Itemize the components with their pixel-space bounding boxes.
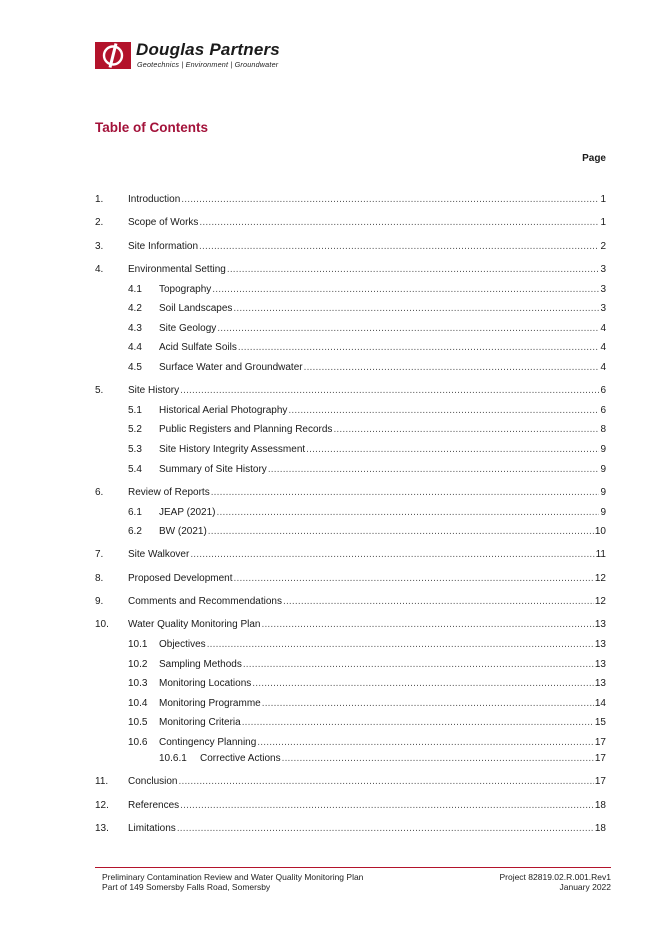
toc-entry-title[interactable]: Historical Aerial Photography xyxy=(159,405,288,416)
toc-entry-title[interactable]: Conclusion xyxy=(128,776,178,787)
toc-entry-page: 18 xyxy=(594,823,606,834)
toc-entry-title[interactable]: Soil Landscapes xyxy=(159,303,233,314)
toc-entry-number: 4.3 xyxy=(128,323,142,334)
toc-dot-leader xyxy=(199,240,599,254)
toc-entry[interactable] xyxy=(0,240,670,254)
toc-entry-number: 7. xyxy=(95,549,104,560)
toc-entry-body xyxy=(159,443,606,457)
toc-entry-page: 4 xyxy=(600,362,606,373)
toc-entry-number: 5.2 xyxy=(128,424,142,435)
toc-entry-number: 10.3 xyxy=(128,678,148,689)
toc-entry[interactable] xyxy=(0,572,670,586)
toc-dot-leader xyxy=(180,799,594,813)
toc-entry-page: 9 xyxy=(600,507,606,518)
toc-entry-page: 3 xyxy=(600,303,606,314)
toc-entry-title[interactable]: Site Geology xyxy=(159,323,217,334)
toc-dot-leader xyxy=(238,341,600,355)
toc-entry-title[interactable]: Topography xyxy=(159,284,212,295)
toc-entry[interactable] xyxy=(0,752,670,766)
toc-entry[interactable] xyxy=(0,525,670,539)
toc-entry-page: 8 xyxy=(600,424,606,435)
toc-entry-title[interactable]: Comments and Recommendations xyxy=(128,596,282,607)
toc-entry[interactable] xyxy=(0,193,670,207)
toc-entry-number: 10.1 xyxy=(128,639,148,650)
toc-dot-leader xyxy=(190,548,594,562)
dp-logo-icon xyxy=(95,42,131,69)
toc-entry-body xyxy=(128,384,606,398)
toc-entry-body xyxy=(159,506,606,520)
toc-entry[interactable] xyxy=(0,384,670,398)
toc-entry-title[interactable]: Limitations xyxy=(128,823,176,834)
toc-entry-title[interactable]: Review of Reports xyxy=(128,487,210,498)
toc-entry-title[interactable]: Proposed Development xyxy=(128,573,233,584)
toc-entry[interactable] xyxy=(0,404,670,418)
toc-entry-number: 10.6.1 xyxy=(159,753,187,764)
toc-entry-page: 1 xyxy=(600,217,606,228)
toc-entry-page: 6 xyxy=(600,385,606,396)
toc-dot-leader xyxy=(234,572,594,586)
toc-entry-page: 9 xyxy=(600,487,606,498)
toc-entry-number: 5. xyxy=(95,385,104,396)
toc-entry-number: 4.4 xyxy=(128,342,142,353)
toc-dot-leader xyxy=(262,697,594,711)
toc-entry-title[interactable]: Environmental Setting xyxy=(128,264,226,275)
toc-dot-leader xyxy=(257,736,594,750)
toc-entry-body xyxy=(159,361,606,375)
toc-entry-body xyxy=(159,283,606,297)
toc-entry-body xyxy=(159,638,606,652)
toc-dot-leader xyxy=(306,443,599,457)
toc-entry-page: 12 xyxy=(594,573,606,584)
toc-entry[interactable] xyxy=(0,595,670,609)
toc-entry-number: 10.6 xyxy=(128,737,148,748)
toc-entry-body xyxy=(159,658,606,672)
toc-entry-number: 8. xyxy=(95,573,104,584)
toc-entry-page: 6 xyxy=(600,405,606,416)
toc-entry[interactable] xyxy=(0,463,670,477)
toc-entry[interactable] xyxy=(0,443,670,457)
company-logo xyxy=(95,42,310,72)
toc-entry-title[interactable]: Sampling Methods xyxy=(159,659,242,670)
toc-entry-page: 17 xyxy=(594,776,606,787)
toc-entry-number: 3. xyxy=(95,241,104,252)
toc-dot-leader xyxy=(217,506,600,520)
toc-dot-leader xyxy=(288,404,599,418)
toc-entry-body xyxy=(159,697,606,711)
toc-entry-title[interactable]: Site Information xyxy=(128,241,199,252)
toc-entry-body xyxy=(128,572,606,586)
toc-entry-body xyxy=(128,193,606,207)
toc-entry-title[interactable]: Objectives xyxy=(159,639,206,650)
page-column-heading: Page xyxy=(582,153,606,164)
toc-entry-body xyxy=(128,595,606,609)
toc-entry-title[interactable]: Site History xyxy=(128,385,180,396)
footer-project-ref: Project 82819.02.R.001.Rev1 xyxy=(499,872,611,882)
toc-dot-leader xyxy=(283,595,594,609)
toc-entry[interactable] xyxy=(0,506,670,520)
toc-entry-number: 2. xyxy=(95,217,104,228)
toc-entry-body xyxy=(128,263,606,277)
toc-entry[interactable] xyxy=(0,216,670,230)
toc-entry-page: 11 xyxy=(595,549,606,560)
toc-entry-number: 12. xyxy=(95,800,109,811)
toc-dot-leader xyxy=(178,775,593,789)
toc-entry-body xyxy=(128,822,606,836)
toc-dot-leader xyxy=(212,283,599,297)
toc-entry-page: 14 xyxy=(594,698,606,709)
toc-entry-body xyxy=(159,736,606,750)
toc-entry-title[interactable]: Contingency Planning xyxy=(159,737,257,748)
toc-entry[interactable] xyxy=(0,716,670,730)
toc-dot-leader xyxy=(233,302,599,316)
toc-entry-page: 9 xyxy=(600,464,606,475)
toc-entry-page: 17 xyxy=(594,737,606,748)
toc-entry-number: 10.2 xyxy=(128,659,148,670)
toc-entry[interactable] xyxy=(0,486,670,500)
toc-entry[interactable] xyxy=(0,736,670,750)
toc-entry-body xyxy=(159,341,606,355)
toc-title: Table of Contents xyxy=(95,120,208,135)
toc-entry-page: 9 xyxy=(600,444,606,455)
toc-entry-body xyxy=(128,216,606,230)
footer-site-address: Part of 149 Somersby Falls Road, Somersby xyxy=(102,882,271,892)
toc-entry-page: 3 xyxy=(600,264,606,275)
footer-divider xyxy=(95,867,611,868)
toc-entry[interactable] xyxy=(0,799,670,813)
toc-entry-title[interactable]: Monitoring Criteria xyxy=(159,717,241,728)
toc-entry-page: 13 xyxy=(594,678,606,689)
toc-entry[interactable] xyxy=(0,263,670,277)
toc-entry-body xyxy=(159,423,606,437)
toc-entry[interactable] xyxy=(0,822,670,836)
toc-dot-leader xyxy=(282,752,594,766)
toc-entry-number: 6. xyxy=(95,487,104,498)
toc-entry-number: 10. xyxy=(95,619,109,630)
toc-dot-leader xyxy=(227,263,600,277)
toc-entry-body xyxy=(159,322,606,336)
toc-entry-body xyxy=(128,799,606,813)
toc-entry-body xyxy=(128,240,606,254)
toc-entry-number: 11. xyxy=(95,776,109,787)
toc-entry-page: 17 xyxy=(594,753,606,764)
toc-entry-page: 15 xyxy=(594,717,606,728)
toc-entry[interactable] xyxy=(0,341,670,355)
toc-entry[interactable] xyxy=(0,677,670,691)
toc-entry[interactable] xyxy=(0,361,670,375)
toc-dot-leader xyxy=(181,193,599,207)
toc-entry-number: 13. xyxy=(95,823,109,834)
toc-entry-title[interactable]: Site History Integrity Assessment xyxy=(159,444,306,455)
toc-entry-number: 4.1 xyxy=(128,284,142,295)
toc-dot-leader xyxy=(211,486,600,500)
toc-entry-number: 5.4 xyxy=(128,464,142,475)
toc-entry[interactable] xyxy=(0,283,670,297)
toc-entry-title[interactable]: Surface Water and Groundwater xyxy=(159,362,303,373)
toc-entry[interactable] xyxy=(0,658,670,672)
toc-entry-page: 3 xyxy=(600,284,606,295)
toc-dot-leader xyxy=(304,361,600,375)
toc-dot-leader xyxy=(268,463,600,477)
toc-dot-leader xyxy=(243,658,594,672)
toc-entry[interactable] xyxy=(0,775,670,789)
toc-entry[interactable] xyxy=(0,697,670,711)
company-name: Douglas Partners xyxy=(136,40,280,59)
toc-entry-body xyxy=(200,752,606,766)
company-tagline: Geotechnics | Environment | Groundwater xyxy=(137,60,279,69)
toc-entry-number: 4.2 xyxy=(128,303,142,314)
toc-entry-page: 13 xyxy=(594,639,606,650)
toc-entry-body xyxy=(159,404,606,418)
toc-entry-body xyxy=(159,463,606,477)
toc-entry-title[interactable]: Summary of Site History xyxy=(159,464,267,475)
toc-entry-title[interactable]: Public Registers and Planning Records xyxy=(159,424,333,435)
toc-entry-number: 10.5 xyxy=(128,717,148,728)
toc-entry-title[interactable]: BW (2021) xyxy=(159,526,207,537)
toc-entry-number: 10.4 xyxy=(128,698,148,709)
toc-entry[interactable] xyxy=(0,618,670,632)
toc-entry-page: 1 xyxy=(600,194,606,205)
toc-entry-title[interactable]: Corrective Actions xyxy=(200,753,281,764)
toc-dot-leader xyxy=(180,384,599,398)
toc-entry-title[interactable]: Acid Sulfate Soils xyxy=(159,342,237,353)
toc-entry-body xyxy=(128,775,606,789)
toc-entry[interactable] xyxy=(0,423,670,437)
footer-report-title: Preliminary Contamination Review and Water Quality Monitoring Plan xyxy=(102,872,364,882)
footer-date: January 2022 xyxy=(559,882,611,892)
toc-dot-leader xyxy=(333,423,599,437)
toc-entry-number: 6.1 xyxy=(128,507,142,518)
toc-entry-page: 2 xyxy=(600,241,606,252)
toc-entry-number: 5.3 xyxy=(128,444,142,455)
toc-entry-body xyxy=(159,677,606,691)
toc-entry-body xyxy=(128,548,606,562)
toc-entry-title[interactable]: Scope of Works xyxy=(128,217,199,228)
toc-entry-title[interactable]: Introduction xyxy=(128,194,181,205)
toc-entry-page: 13 xyxy=(594,659,606,670)
toc-entry-title[interactable]: Monitoring Locations xyxy=(159,678,252,689)
toc-entry-body xyxy=(128,618,606,632)
toc-dot-leader xyxy=(207,638,594,652)
toc-dot-leader xyxy=(252,677,594,691)
toc-entry[interactable] xyxy=(0,638,670,652)
toc-dot-leader xyxy=(261,618,593,632)
toc-entry-body xyxy=(159,302,606,316)
toc-entry-page: 4 xyxy=(600,342,606,353)
toc-entry-number: 5.1 xyxy=(128,405,142,416)
toc-entry-page: 18 xyxy=(594,800,606,811)
toc-entry-number: 4.5 xyxy=(128,362,142,373)
toc-dot-leader xyxy=(217,322,599,336)
toc-entry[interactable] xyxy=(0,302,670,316)
toc-entry-title[interactable]: Water Quality Monitoring Plan xyxy=(128,619,261,630)
toc-dot-leader xyxy=(242,716,594,730)
toc-entry-title[interactable]: JEAP (2021) xyxy=(159,507,216,518)
toc-entry-title[interactable]: Monitoring Programme xyxy=(159,698,261,709)
toc-entry-number: 6.2 xyxy=(128,526,142,537)
toc-entry-page: 4 xyxy=(600,323,606,334)
toc-dot-leader xyxy=(177,822,594,836)
toc-entry-number: 1. xyxy=(95,194,104,205)
toc-entry-body xyxy=(159,716,606,730)
toc-entry-title[interactable]: References xyxy=(128,800,180,811)
toc-entry[interactable] xyxy=(0,322,670,336)
toc-entry-page: 12 xyxy=(594,596,606,607)
toc-entry-number: 4. xyxy=(95,264,104,275)
toc-entry-number: 9. xyxy=(95,596,104,607)
toc-entry-body xyxy=(159,525,606,539)
toc-entry-page: 10 xyxy=(594,526,606,537)
toc-dot-leader xyxy=(199,216,599,230)
toc-entry-title[interactable]: Site Walkover xyxy=(128,549,190,560)
toc-entry-page: 13 xyxy=(594,619,606,630)
toc-entry-body xyxy=(128,486,606,500)
toc-dot-leader xyxy=(208,525,594,539)
toc-entry[interactable] xyxy=(0,548,670,562)
